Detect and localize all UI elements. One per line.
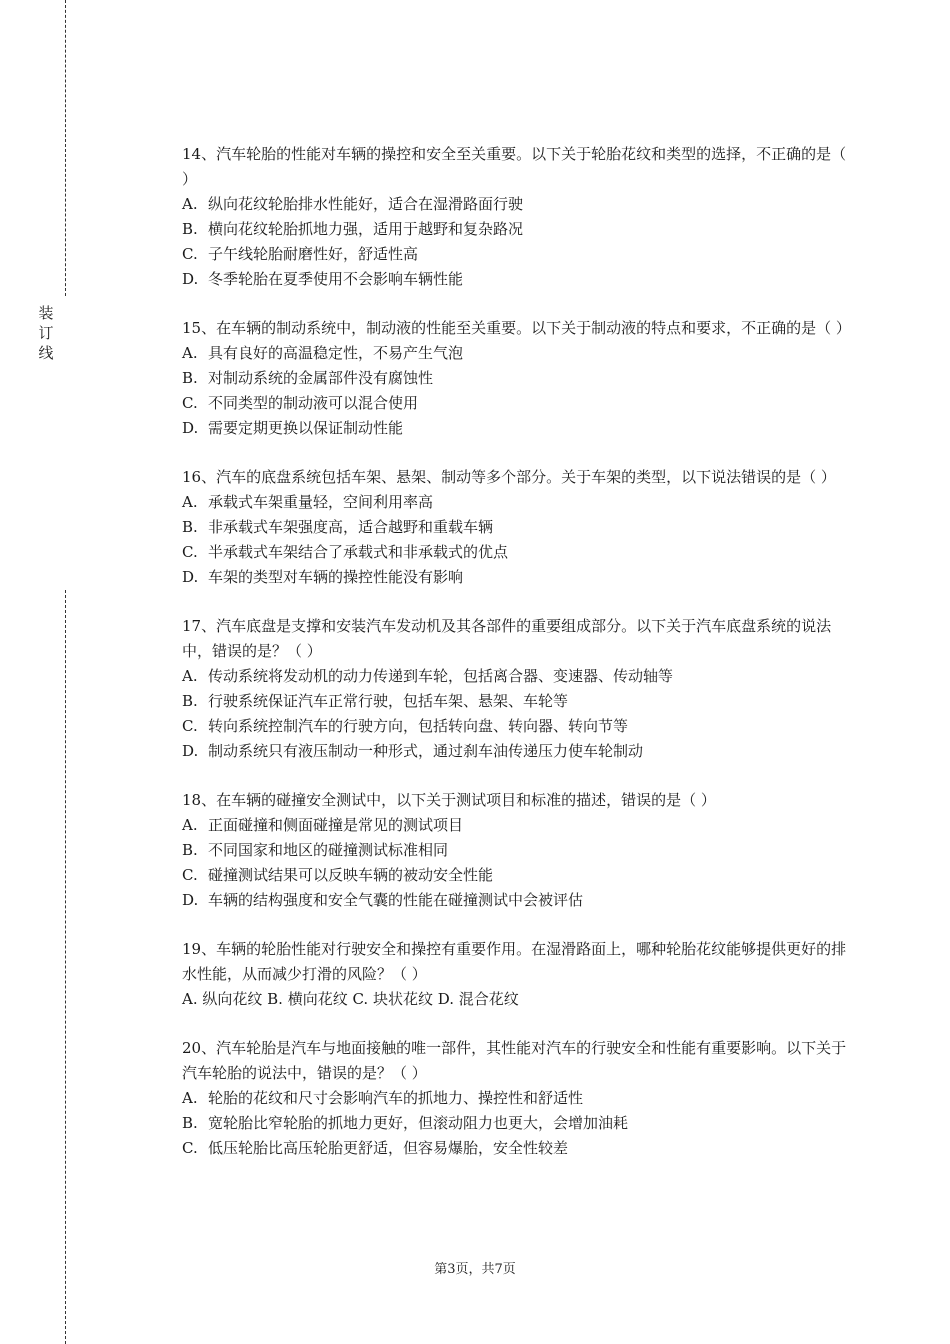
option-c bbox=[182, 714, 852, 739]
option-letter: D. bbox=[182, 891, 199, 909]
question-20 bbox=[182, 1036, 852, 1161]
option-text: 具有良好的高温稳定性，不易产生气泡 bbox=[208, 344, 464, 362]
option-text: 承载式车架重量轻，空间利用率高 bbox=[208, 493, 434, 511]
option-letter: A. bbox=[182, 493, 198, 511]
option-letter: B. bbox=[182, 369, 198, 387]
question-17 bbox=[182, 614, 852, 764]
page-number: 第3页，共7页 bbox=[434, 1262, 516, 1277]
option-letter: B. bbox=[182, 220, 198, 238]
option-text: 制动系统只有液压制动一种形式，通过刹车油传递压力使车轮制动 bbox=[208, 742, 644, 760]
option-letter: C. bbox=[182, 543, 198, 561]
option-text: 横向花纹轮胎抓地力强，适用于越野和复杂路况 bbox=[208, 220, 524, 238]
option-letter: B. bbox=[182, 692, 198, 710]
option-text: 车辆的结构强度和安全气囊的性能在碰撞测试中会被评估 bbox=[208, 891, 584, 909]
option-text: 轮胎的花纹和尺寸会影响汽车的抓地力、操控性和舒适性 bbox=[208, 1089, 584, 1107]
option-letter: D. bbox=[182, 419, 199, 437]
option-b bbox=[182, 366, 852, 391]
binding-char: 装 bbox=[38, 304, 54, 322]
option-letter: A. bbox=[182, 667, 198, 685]
option-text: 非承载式车架强度高，适合越野和重载车辆 bbox=[208, 518, 494, 536]
question-16 bbox=[182, 465, 852, 590]
question-stem: 16、汽车的底盘系统包括车架、悬架、制动等多个部分。关于车架的类型，以下说法错误的是（ ） bbox=[182, 468, 836, 486]
option-b bbox=[182, 689, 852, 714]
option-b bbox=[182, 217, 852, 242]
option-letter: A. bbox=[182, 344, 198, 362]
option-text: 不同类型的制动液可以混合使用 bbox=[208, 394, 419, 412]
option-text: 纵向花纹轮胎排水性能好，适合在湿滑路面行驶 bbox=[208, 195, 524, 213]
option-letter: D. bbox=[182, 742, 199, 760]
option-text: 对制动系统的金属部件没有腐蚀性 bbox=[208, 369, 434, 387]
option-d bbox=[182, 416, 852, 441]
option-letter: D. bbox=[182, 568, 199, 586]
question-stem: 15、在车辆的制动系统中，制动液的性能至关重要。以下关于制动液的特点和要求，不正确的是（ ） bbox=[182, 319, 851, 337]
binding-char: 订 bbox=[38, 324, 54, 342]
option-letter: C. bbox=[182, 1139, 198, 1157]
question-stem: 14、汽车轮胎的性能对车辆的操控和安全至关重要。以下关于轮胎花纹和类型的选择，不正确的是（ ） bbox=[182, 145, 847, 188]
option-text: 碰撞测试结果可以反映车辆的被动安全性能 bbox=[208, 866, 494, 884]
option-letter: A. bbox=[182, 195, 198, 213]
option-c bbox=[182, 540, 852, 565]
question-14 bbox=[182, 142, 852, 292]
option-a bbox=[182, 341, 852, 366]
option-text: 宽轮胎比窄轮胎的抓地力更好，但滚动阻力也更大，会增加油耗 bbox=[208, 1114, 629, 1132]
option-letter: C. bbox=[182, 717, 198, 735]
option-b bbox=[182, 838, 852, 863]
option-a bbox=[182, 490, 852, 515]
option-d bbox=[182, 888, 852, 913]
option-a bbox=[182, 1086, 852, 1111]
option-b bbox=[182, 515, 852, 540]
option-b bbox=[182, 1111, 852, 1136]
options-inline: A. 纵向花纹 B. 横向花纹 C. 块状花纹 D. 混合花纹 bbox=[182, 990, 519, 1008]
option-a bbox=[182, 813, 852, 838]
option-letter: B. bbox=[182, 841, 198, 859]
option-letter: A. bbox=[182, 1089, 198, 1107]
option-text: 行驶系统保证汽车正常行驶，包括车架、悬架、车轮等 bbox=[208, 692, 569, 710]
option-letter: B. bbox=[182, 1114, 198, 1132]
question-stem: 17、汽车底盘是支撑和安装汽车发动机及其各部件的重要组成部分。以下关于汽车底盘系统的说法中，错误的是？（ ） bbox=[182, 617, 832, 660]
option-text: 半承载式车架结合了承载式和非承载式的优点 bbox=[208, 543, 509, 561]
question-stem: 19、车辆的轮胎性能对行驶安全和操控有重要作用。在湿滑路面上，哪种轮胎花纹能够提供更好的排水性能，从而减少打滑的风险？（ ） bbox=[182, 940, 847, 983]
option-text: 冬季轮胎在夏季使用不会影响车辆性能 bbox=[208, 270, 464, 288]
option-c bbox=[182, 1136, 852, 1161]
option-letter: C. bbox=[182, 394, 198, 412]
option-letter: C. bbox=[182, 866, 198, 884]
option-text: 子午线轮胎耐磨性好，舒适性高 bbox=[208, 245, 419, 263]
option-text: 需要定期更换以保证制动性能 bbox=[208, 419, 404, 437]
question-15 bbox=[182, 316, 852, 441]
option-letter: C. bbox=[182, 245, 198, 263]
option-letter: B. bbox=[182, 518, 198, 536]
option-c bbox=[182, 242, 852, 267]
option-letter: D. bbox=[182, 270, 199, 288]
option-letter: A. bbox=[182, 816, 198, 834]
option-c bbox=[182, 863, 852, 888]
option-text: 车架的类型对车辆的操控性能没有影响 bbox=[208, 568, 464, 586]
question-19 bbox=[182, 937, 852, 1012]
binding-label bbox=[36, 303, 56, 363]
option-text: 低压轮胎比高压轮胎更舒适，但容易爆胎，安全性较差 bbox=[208, 1139, 569, 1157]
option-text: 不同国家和地区的碰撞测试标准相同 bbox=[208, 841, 449, 859]
option-c bbox=[182, 391, 852, 416]
option-a bbox=[182, 192, 852, 217]
question-18 bbox=[182, 788, 852, 913]
binding-char: 线 bbox=[38, 344, 54, 362]
option-a bbox=[182, 664, 852, 689]
question-list bbox=[182, 142, 852, 1185]
question-stem: 20、汽车轮胎是汽车与地面接触的唯一部件，其性能对汽车的行驶安全和性能有重要影响。以下关于汽车轮胎的说法中，错误的是？（ ） bbox=[182, 1039, 847, 1082]
binding-line-bottom bbox=[65, 590, 66, 1344]
option-text: 正面碰撞和侧面碰撞是常见的测试项目 bbox=[208, 816, 464, 834]
option-d bbox=[182, 739, 852, 764]
option-text: 转向系统控制汽车的行驶方向，包括转向盘、转向器、转向节等 bbox=[208, 717, 629, 735]
binding-line-top bbox=[65, 0, 66, 296]
question-stem: 18、在车辆的碰撞安全测试中，以下关于测试项目和标准的描述，错误的是（ ） bbox=[182, 791, 716, 809]
option-d bbox=[182, 267, 852, 292]
option-d bbox=[182, 565, 852, 590]
option-text: 传动系统将发动机的动力传递到车轮，包括离合器、变速器、传动轴等 bbox=[208, 667, 674, 685]
